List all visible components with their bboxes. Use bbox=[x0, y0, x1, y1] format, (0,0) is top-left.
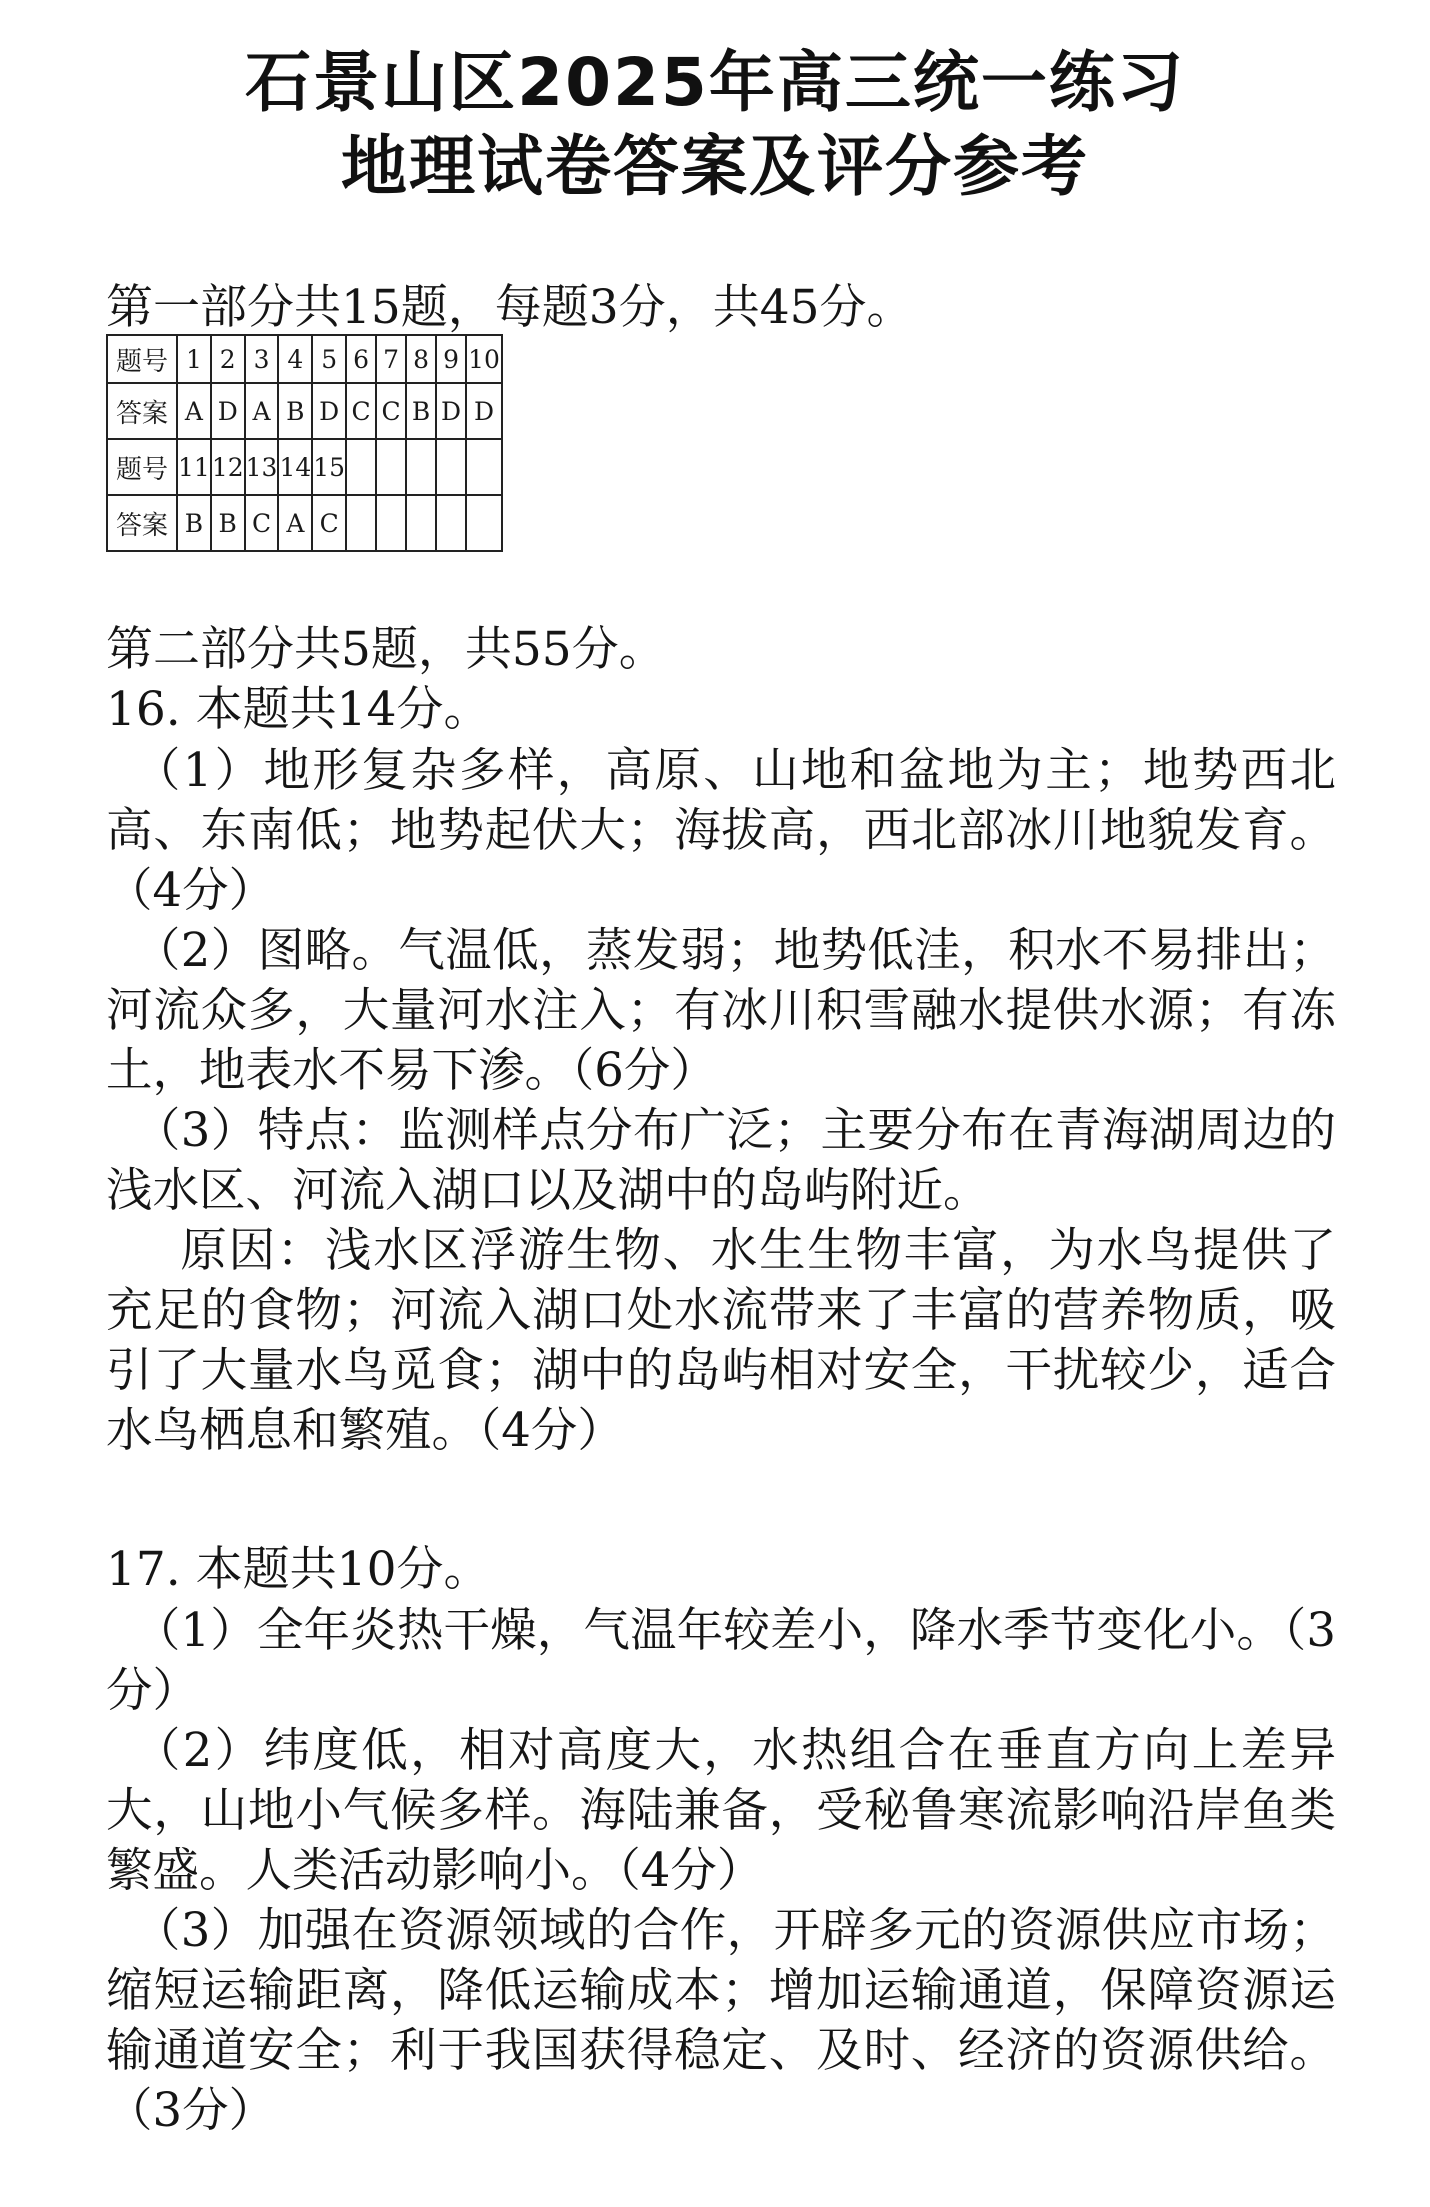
table-cell bbox=[376, 495, 406, 551]
table-cell bbox=[466, 439, 502, 495]
answer-table bbox=[106, 334, 503, 552]
table-cell: 11 bbox=[177, 439, 211, 495]
answer-row-2 bbox=[107, 495, 502, 551]
table-cell: 3 bbox=[245, 335, 279, 383]
table-cell: B bbox=[211, 495, 245, 551]
table-cell: 13 bbox=[245, 439, 279, 495]
row-label-question: 题号 bbox=[107, 439, 177, 495]
table-cell: A bbox=[278, 495, 312, 551]
q17-answer-3: （3）加强在资源领域的合作，开辟多元的资源供应市场；缩短运输距离，降低运输成本；增加运输通道，保障资源运输通道安全；利于我国获得稳定、及时、经济的资源供给。（3分） bbox=[106, 1903, 1336, 2137]
table-cell: 5 bbox=[312, 335, 346, 383]
row-label-question: 题号 bbox=[107, 335, 177, 383]
q16-answer-1: （1）地形复杂多样，高原、山地和盆地为主；地势西北高、东南低；地势起伏大；海拔高，西北部冰川地貌发育。（4分） bbox=[106, 743, 1336, 917]
table-cell: 7 bbox=[376, 335, 406, 383]
q16-answer-3: （3）特点：监测样点分布广泛；主要分布在青海湖周边的浅水区、河流入湖口以及湖中的岛屿附近。 bbox=[106, 1103, 1336, 1217]
answer-row-1 bbox=[107, 383, 502, 439]
table-cell: C bbox=[245, 495, 279, 551]
table-cell: A bbox=[245, 383, 279, 439]
table-cell: D bbox=[211, 383, 245, 439]
table-cell bbox=[346, 495, 376, 551]
table-cell bbox=[376, 439, 406, 495]
table-cell: D bbox=[466, 383, 502, 439]
table-cell: D bbox=[436, 383, 466, 439]
q17-answer-1: （1）全年炎热干燥，气温年较差小，降水季节变化小。（3分） bbox=[106, 1603, 1336, 1717]
title-line-2: 地理试卷答案及评分参考 bbox=[341, 128, 1089, 205]
table-cell: 15 bbox=[312, 439, 346, 495]
row-label-answer: 答案 bbox=[107, 383, 177, 439]
table-cell: 9 bbox=[436, 335, 466, 383]
part2-heading: 第二部分共5题，共55分。 bbox=[106, 622, 666, 677]
table-cell: 6 bbox=[346, 335, 376, 383]
q16-heading: 16. 本题共14分。 bbox=[106, 682, 491, 737]
table-cell: B bbox=[406, 383, 436, 439]
table-cell bbox=[406, 495, 436, 551]
table-cell: B bbox=[177, 495, 211, 551]
question-number-row-1 bbox=[107, 335, 502, 383]
question-number-row-2 bbox=[107, 439, 502, 495]
table-cell bbox=[346, 439, 376, 495]
table-cell: C bbox=[312, 495, 346, 551]
table-cell: A bbox=[177, 383, 211, 439]
table-cell: 4 bbox=[278, 335, 312, 383]
table-cell: 1 bbox=[177, 335, 211, 383]
row-label-answer: 答案 bbox=[107, 495, 177, 551]
title-line-1: 石景山区2025年高三统一练习 bbox=[245, 44, 1185, 121]
table-cell bbox=[466, 495, 502, 551]
table-cell: C bbox=[376, 383, 406, 439]
table-cell: C bbox=[346, 383, 376, 439]
table-cell: B bbox=[278, 383, 312, 439]
table-cell bbox=[406, 439, 436, 495]
q17-heading: 17. 本题共10分。 bbox=[106, 1542, 491, 1597]
part1-heading: 第一部分共15题，每题3分，共45分。 bbox=[106, 280, 914, 335]
table-cell: 10 bbox=[466, 335, 502, 383]
table-cell: 12 bbox=[211, 439, 245, 495]
q16-answer-2: （2）图略。气温低，蒸发弱；地势低洼，积水不易排出；河流众多，大量河水注入；有冰川积雪融水提供水源；有冻土，地表水不易下渗。（6分） bbox=[106, 923, 1336, 1097]
q17-answer-2: （2）纬度低，相对高度大，水热组合在垂直方向上差异大，山地小气候多样。海陆兼备，受秘鲁寒流影响沿岸鱼类繁盛。人类活动影响小。（4分） bbox=[106, 1723, 1336, 1897]
table-cell: 8 bbox=[406, 335, 436, 383]
table-cell: 14 bbox=[278, 439, 312, 495]
table-cell bbox=[436, 495, 466, 551]
table-cell bbox=[436, 439, 466, 495]
table-cell: 2 bbox=[211, 335, 245, 383]
table-cell: D bbox=[312, 383, 346, 439]
q16-answer-reason: 原因：浅水区浮游生物、水生生物丰富，为水鸟提供了充足的食物；河流入湖口处水流带来了丰富的营养物质，吸引了大量水鸟觅食；湖中的岛屿相对安全，干扰较少，适合水鸟栖息和繁殖。（4分） bbox=[106, 1223, 1336, 1457]
